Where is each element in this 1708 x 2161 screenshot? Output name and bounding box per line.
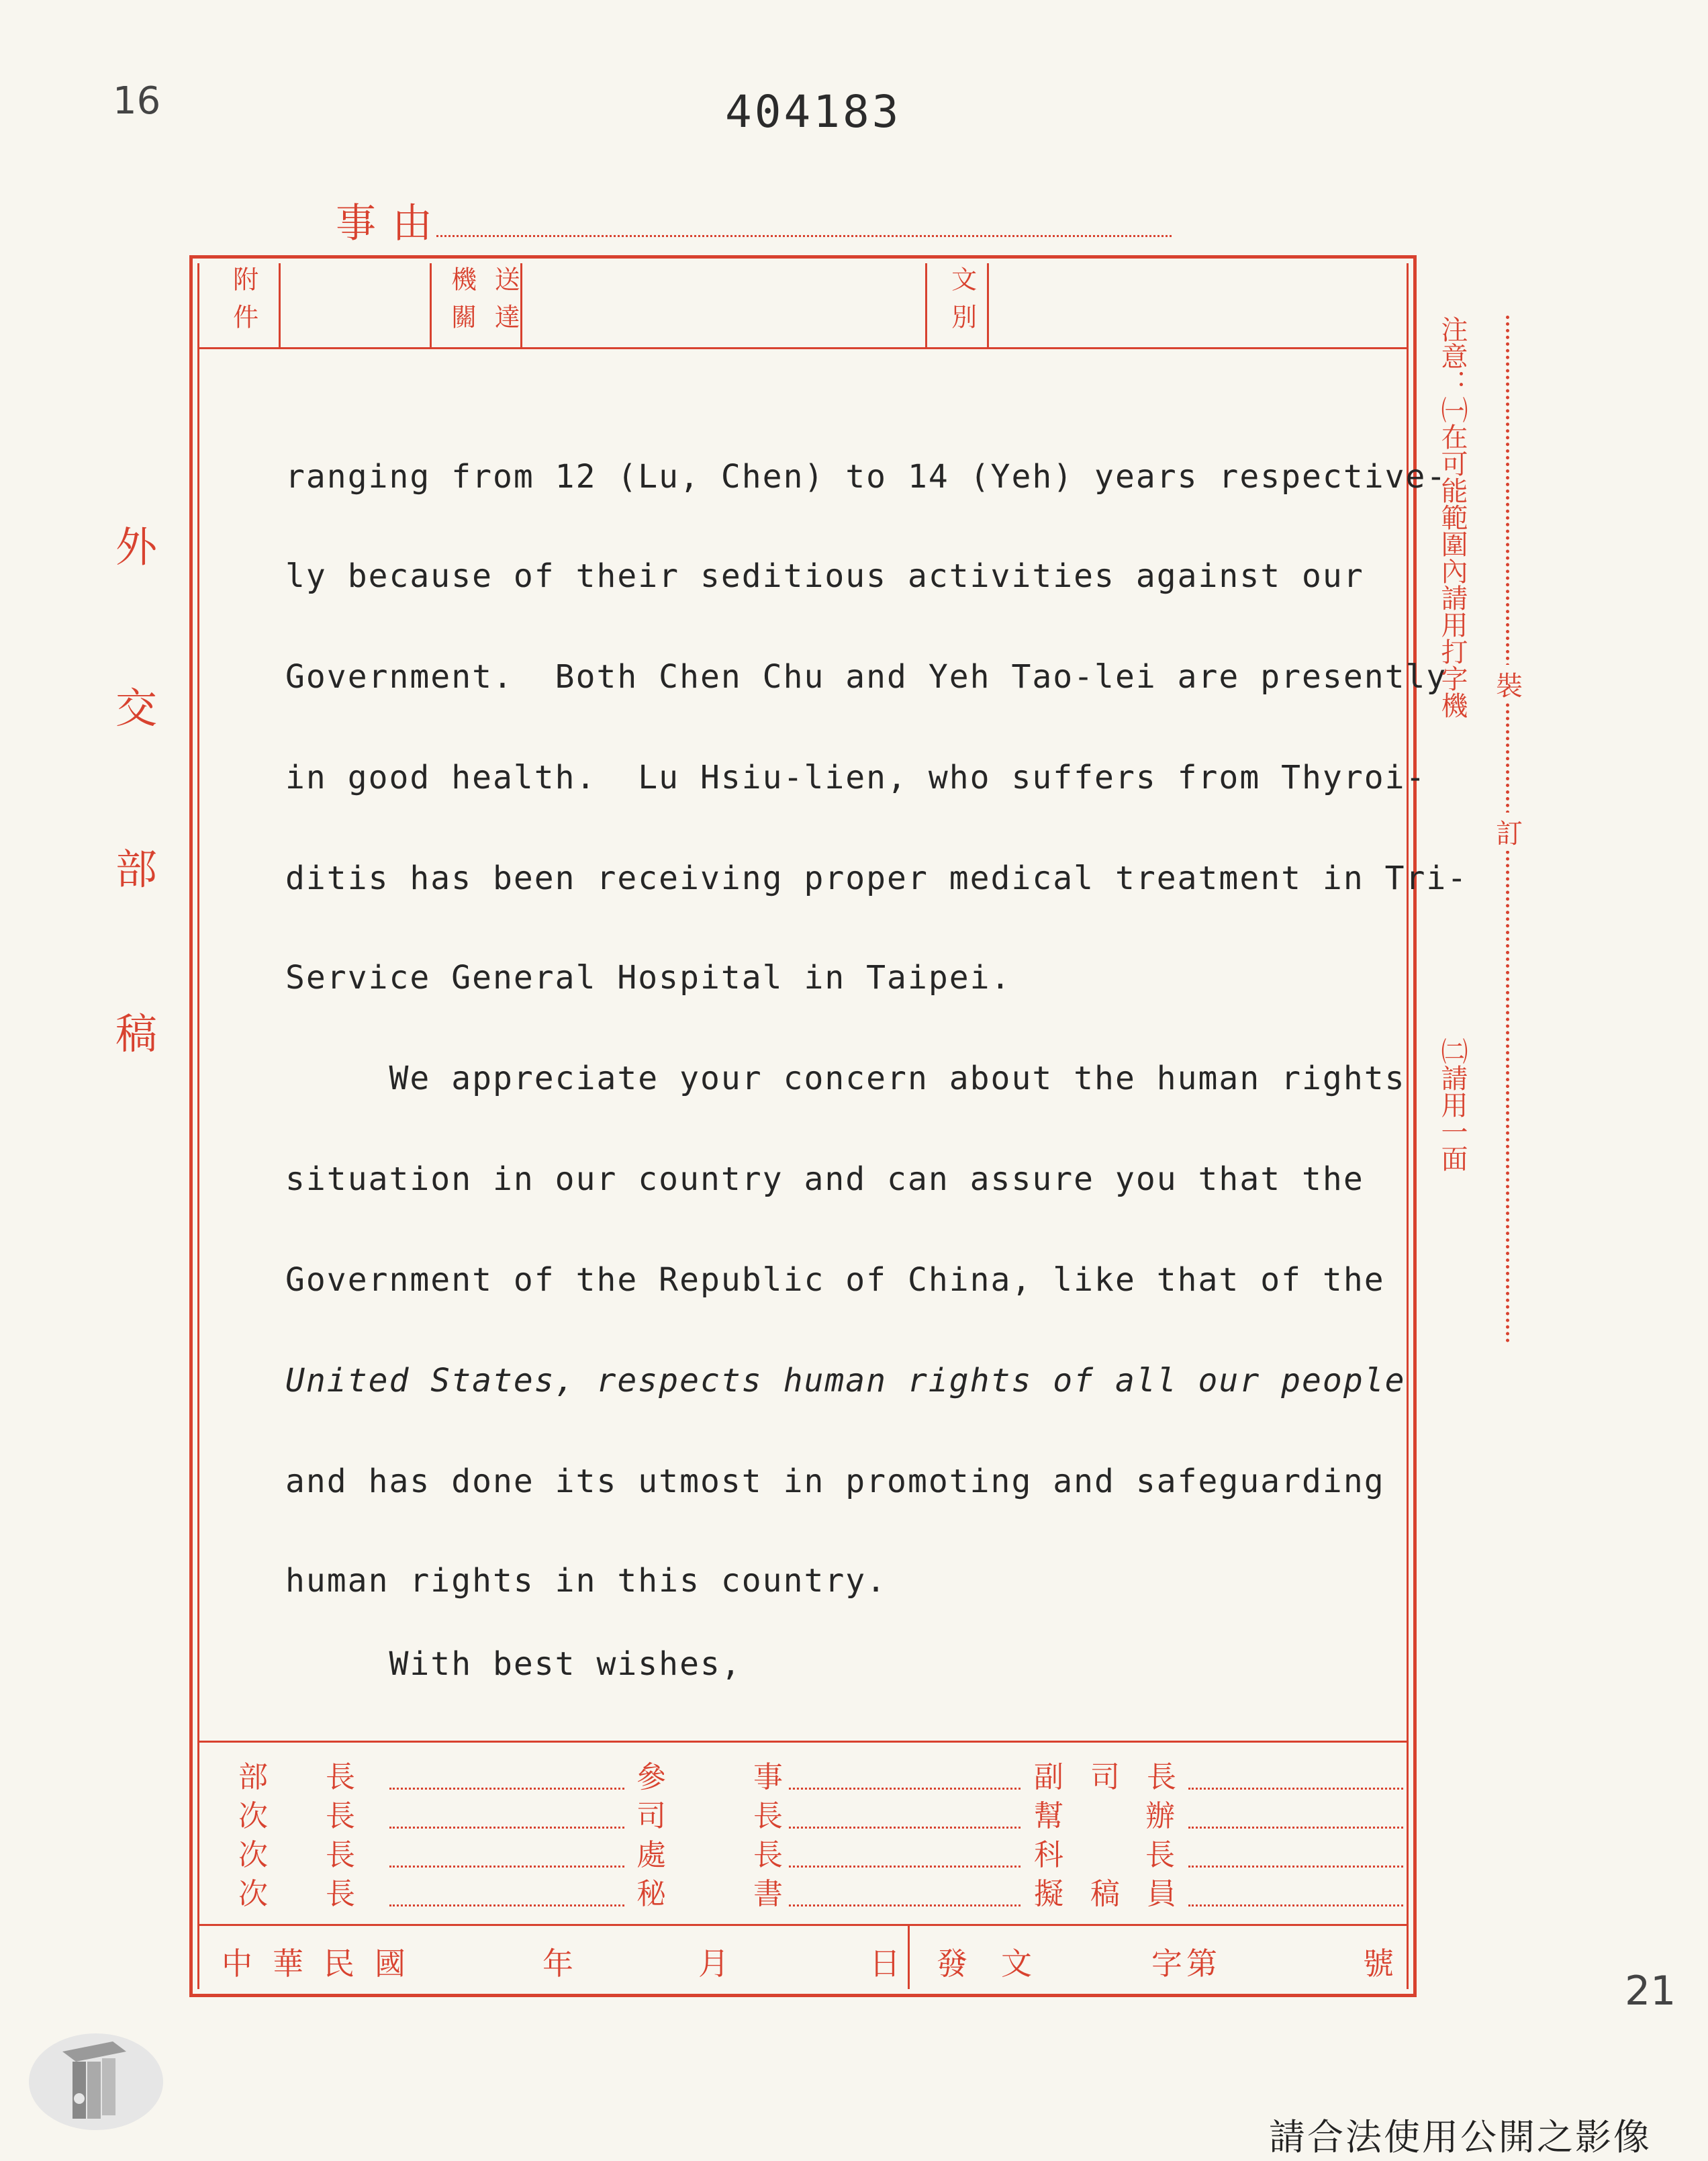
signature-title: 次長 [238,1799,413,1833]
notice-line-1: 注意：㈠在可能範圍內請用打字機 [1437,316,1468,719]
body-line: ditis has been receiving proper medical treatment in Tri- [285,860,1468,897]
signature-line [789,1866,1021,1868]
body-line: situation in our country and can assure you that the [285,1160,1364,1198]
signature-line [389,1866,624,1868]
header-divider-v [430,263,432,347]
signature-title: 次長 [238,1838,413,1872]
subject-line [436,235,1172,237]
header-divider-v [925,263,927,347]
signature-line [389,1827,624,1829]
body-line: United States, respects human rights of all our people [285,1362,1406,1399]
body-line: Government of the Republic of China, like that of the [285,1261,1385,1299]
footer-year: 年 [542,1945,573,1982]
notice-line-2: ㈡請用一面 [1437,1038,1468,1172]
signature-title: 科長 [1034,1838,1257,1872]
body-line: Government. Both Chen Chu and Yeh Tao-lei are presently [285,658,1448,696]
signature-title: 參事 [636,1760,870,1794]
footer-number: 號 [1363,1945,1394,1982]
signature-title: 司長 [636,1799,870,1833]
signature-title: 處長 [636,1838,870,1872]
body-line: We appreciate your concern about the human rights [285,1060,1406,1097]
binding-label-1: 裝 [1496,665,1523,703]
footer-char: 字第 [1151,1945,1221,1982]
signature-line [389,1904,624,1906]
signature-line [1188,1827,1403,1829]
form-inner-border [197,263,1409,1989]
archive-logo-icon [26,2025,167,2139]
header-divider [197,347,1409,349]
body-line: ly because of their seditious activities against our [285,557,1364,595]
side-title-char: 外 [115,522,158,571]
body-line: ranging from 12 (Lu, Chen) to 14 (Yeh) years respective- [285,458,1448,496]
subject-label: 事由 [336,200,448,247]
handwritten-corner-number: 21 [1625,1968,1676,2015]
signature-line [1188,1866,1403,1868]
doc-type-label: 文別 [947,266,977,341]
footer-divider-v [908,1924,910,1989]
signature-title: 次長 [238,1877,413,1911]
signature-line [1188,1788,1403,1790]
single-side-notice [1431,1038,1473,1306]
body-line: Service General Hospital in Taipei. [285,959,1012,997]
signature-title: 部長 [238,1760,413,1794]
side-title-char: 稿 [115,1009,158,1058]
signature-title: 幫辦 [1034,1799,1257,1833]
header-divider-v [987,263,989,347]
body-line: With best wishes, [285,1645,742,1683]
body-line: in good health. Lu Hsiu-lien, who suffers from Thyroi- [285,759,1427,796]
recipient-label: 送達機關 [446,266,520,341]
footer-issue: 發文 [937,1945,1065,1982]
binding-label-2: 訂 [1496,813,1523,851]
signature-title: 副司長 [1034,1760,1203,1794]
footer-month: 月 [698,1945,729,1982]
signature-top-divider [197,1741,1409,1743]
document-number: 404183 [725,86,902,138]
signature-line [389,1788,624,1790]
signature-line [789,1788,1021,1790]
signature-title: 擬稿員 [1034,1877,1203,1911]
body-line: and has done its utmost in promoting and safeguarding [285,1463,1385,1500]
footer-divider [197,1924,1409,1926]
signature-line [789,1904,1021,1906]
signature-line [789,1827,1021,1829]
side-title-char: 部 [115,845,158,894]
header-divider-v [279,263,281,347]
side-title-char: 交 [115,684,158,733]
usage-watermark: 請合法使用公開之影像 [1269,2116,1652,2158]
signature-line [1188,1904,1403,1906]
footer-day: 日 [869,1945,900,1982]
footer-republic: 中華民國 [222,1945,426,1982]
signature-title: 秘書 [636,1877,870,1911]
body-line: human rights in this country. [285,1562,888,1600]
attachment-label: 附件 [228,266,258,341]
handwritten-page-number: 16 [113,79,161,123]
